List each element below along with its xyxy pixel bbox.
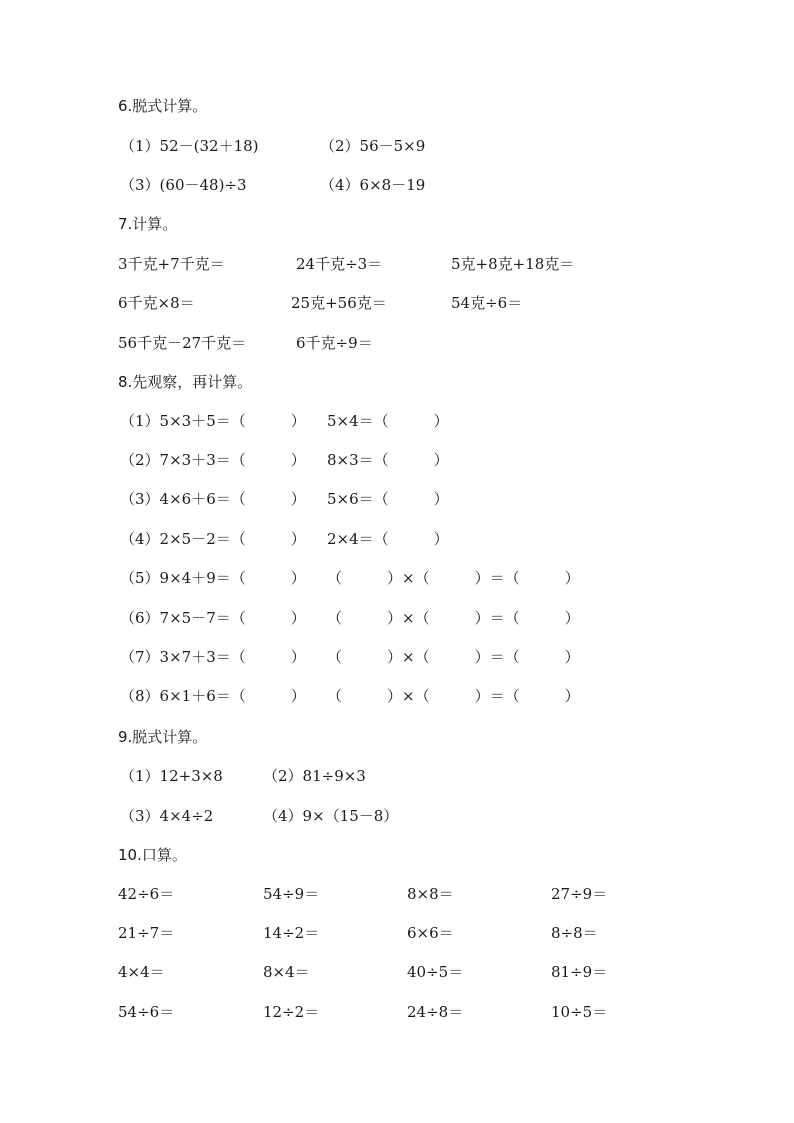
q10-r1-c4: 27÷9＝ [551,885,608,903]
q9-item-2: （2）81÷9×3 [263,767,366,785]
q7-r2-c1: 6千克×8＝ [118,294,195,312]
q7-heading: 7.计算。 [118,215,178,233]
q7-r3-c1: 56千克－27千克＝ [118,334,247,352]
q8-r3-left: （3）4×6＋6＝（ ） [120,490,306,508]
q10-r3-c2: 8×4＝ [263,963,310,981]
q9-item-4: （4）9×（15－8） [263,807,399,825]
q10-r2-c1: 21÷7＝ [118,924,175,942]
q10-r2-c3: 6×6＝ [407,924,454,942]
q7-r2-c2: 25克+56克＝ [291,294,387,312]
q10-r1-c1: 42÷6＝ [118,885,175,903]
q8-r7-right: （ ）×（ ）＝（ ） [327,648,580,666]
q8-r6-right: （ ）×（ ）＝（ ） [327,609,580,627]
q8-r1-left: （1）5×3＋5＝（ ） [120,412,306,430]
q8-r3-right: 5×6＝（ ） [327,490,449,508]
q6-item-4: （4）6×8－19 [320,176,426,194]
q7-r2-c3: 54克÷6＝ [451,294,523,312]
q8-r6-left: （6）7×5－7＝（ ） [120,609,306,627]
q8-heading: 8.先观察，再计算。 [118,373,253,391]
q10-heading: 10.口算。 [118,846,187,864]
q10-r4-c3: 24÷8＝ [407,1003,464,1021]
q8-r8-right: （ ）×（ ）＝（ ） [327,687,580,705]
q8-r2-left: （2）7×3＋3＝（ ） [120,451,306,469]
q10-r4-c4: 10÷5＝ [551,1003,608,1021]
q10-r1-c3: 8×8＝ [407,885,454,903]
q8-r4-right: 2×4＝（ ） [327,530,449,548]
q8-r7-left: （7）3×7＋3＝（ ） [120,648,306,666]
q8-r8-left: （8）6×1＋6＝（ ） [120,687,306,705]
q9-heading: 9.脱式计算。 [118,728,208,746]
q8-r2-right: 8×3＝（ ） [327,451,449,469]
q7-r1-c2: 24千克÷3＝ [296,255,383,273]
q10-r4-c1: 54÷6＝ [118,1003,175,1021]
q10-r3-c3: 40÷5＝ [407,963,464,981]
q7-r3-c2: 6千克÷9＝ [296,334,373,352]
q8-r1-right: 5×4＝（ ） [327,412,449,430]
q6-heading: 6.脱式计算。 [118,97,208,115]
q7-r1-c3: 5克+8克+18克＝ [451,255,575,273]
q6-item-2: （2）56－5×9 [320,137,426,155]
q10-r4-c2: 12÷2＝ [263,1003,320,1021]
q6-item-3: （3）(60－48)÷3 [120,176,247,194]
q10-r2-c2: 14÷2＝ [263,924,320,942]
q10-r2-c4: 8÷8＝ [551,924,598,942]
q10-r3-c1: 4×4＝ [118,963,165,981]
q8-r4-left: （4）2×5－2＝（ ） [120,530,306,548]
q10-r1-c2: 54÷9＝ [263,885,320,903]
q8-r5-left: （5）9×4＋9＝（ ） [120,569,306,587]
q10-r3-c4: 81÷9＝ [551,963,608,981]
q9-item-1: （1）12+3×8 [120,767,223,785]
q6-item-1: （1）52－(32＋18) [120,137,259,155]
q7-r1-c1: 3千克+7千克＝ [118,255,225,273]
q8-r5-right: （ ）×（ ）＝（ ） [327,569,580,587]
q9-item-3: （3）4×4÷2 [120,807,214,825]
